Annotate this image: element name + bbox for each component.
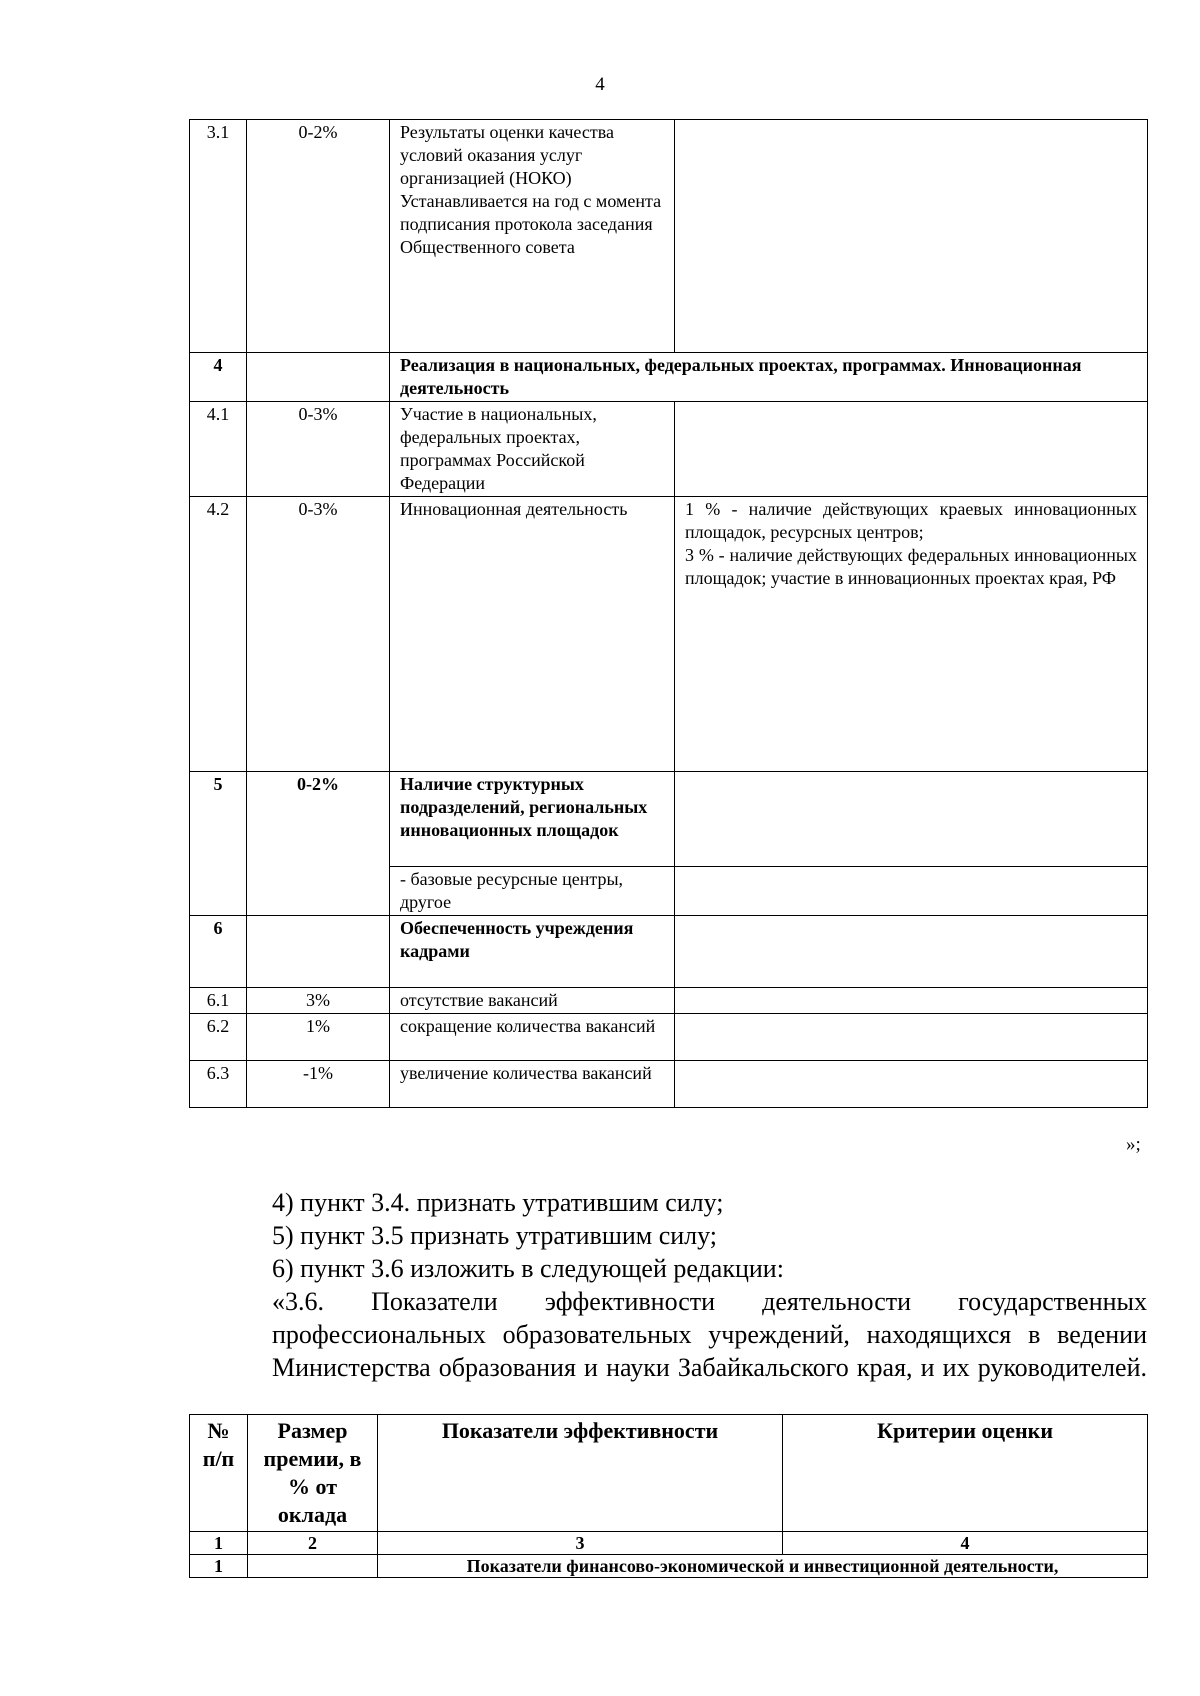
table-row [190,1014,1148,1061]
table-row [190,497,1148,772]
row-number: 1 [190,1555,248,1578]
row-number: 6.3 [190,1061,247,1108]
criteria-line-1: 1 % - наличие действующих краевых инновационных площадок, ресурсных центров; [685,499,1137,542]
criteria-text [675,916,1148,988]
row-number: 3.1 [190,120,247,353]
header-premium-size: Размер премии, в % от оклада [248,1415,378,1532]
paragraph: 4) пункт 3.4. признать утратившим силу; [272,1188,724,1217]
column-number: 3 [378,1532,783,1555]
table-row [190,120,1148,353]
premium-size [248,1555,378,1578]
row-number: 6.1 [190,988,247,1014]
indicator-text: отсутствие вакансий [390,988,675,1014]
indicators-table-continued [189,119,1148,1108]
criteria-text [675,402,1148,497]
premium-size [247,916,390,988]
criteria-cell [675,497,1148,772]
premium-size: 3% [247,988,390,1014]
criteria-text [675,772,1148,867]
table-header-row [190,1415,1148,1532]
table-row [190,916,1148,988]
page-number: 4 [595,74,605,95]
paragraph: 6) пункт 3.6 изложить в следующей редакции: [272,1254,784,1283]
premium-size: 1% [247,1014,390,1061]
table-row [190,402,1148,497]
row-number: 6.2 [190,1014,247,1061]
section-title: Реализация в национальных, федеральных проектах, программах. Инновационная деятельность [390,353,1148,402]
criteria-text [675,1061,1148,1108]
indicator-text: Результаты оценки качества условий оказания услуг организацией (НОКО) Устанавливается на год с момента подписания протокола заседания Общественного совета [390,120,675,353]
criteria-text [675,988,1148,1014]
indicator-text: Наличие структурных подразделений, региональных инновационных площадок [390,772,675,867]
indicator-text: увеличение количества вакансий [390,1061,675,1108]
premium-size [247,353,390,402]
indicator-text: сокращение количества вакансий [390,1014,675,1061]
premium-size: 0-3% [247,497,390,772]
row-number: 5 [190,772,247,916]
row-number: 4.2 [190,497,247,772]
header-indicators: Показатели эффективности [378,1415,783,1532]
criteria-text [675,120,1148,353]
table-row [190,1061,1148,1108]
column-number: 4 [783,1532,1148,1555]
header-criteria: Критерии оценки [783,1415,1148,1532]
row-number: 4.1 [190,402,247,497]
amendment-text [202,1186,1147,1384]
premium-size: 0-3% [247,402,390,497]
row-number: 6 [190,916,247,988]
table-numbering-row [190,1532,1148,1555]
premium-size: -1% [247,1061,390,1108]
premium-size: 0-2% [247,772,390,916]
row-number: 4 [190,353,247,402]
table-row [190,1555,1148,1578]
indicator-text: Инновационная деятельность [390,497,675,772]
header-number: № п/п [190,1415,248,1532]
section-title: Показатели финансово-экономической и инвестиционной деятельности, [378,1555,1148,1578]
column-number: 2 [248,1532,378,1555]
table-row [190,988,1148,1014]
column-number: 1 [190,1532,248,1555]
indicators-table-new [189,1414,1148,1578]
criteria-text [675,1014,1148,1061]
table-row [190,353,1148,402]
criteria-text [675,867,1148,916]
premium-size: 0-2% [247,120,390,353]
criteria-line-2: 3 % - наличие действующих федеральных инновационных площадок; участие в инновационных проектах края, РФ [685,545,1137,588]
closing-quote: »; [1126,1134,1141,1155]
paragraph: 5) пункт 3.5 признать утратившим силу; [272,1221,718,1250]
indicator-text: Участие в национальных, федеральных проектах, программах Российской Федерации [390,402,675,497]
paragraph: «3.6. Показатели эффективности деятельности государственных профессиональных образовательных учреждений, находящихся в ведении Министерства образования и науки Забайкальского края, и их руководителей. [272,1287,1147,1382]
table-row [190,772,1148,867]
sub-indicator-text: - базовые ресурсные центры, другое [390,867,675,916]
indicator-text: Обеспеченность учреждения кадрами [390,916,675,988]
